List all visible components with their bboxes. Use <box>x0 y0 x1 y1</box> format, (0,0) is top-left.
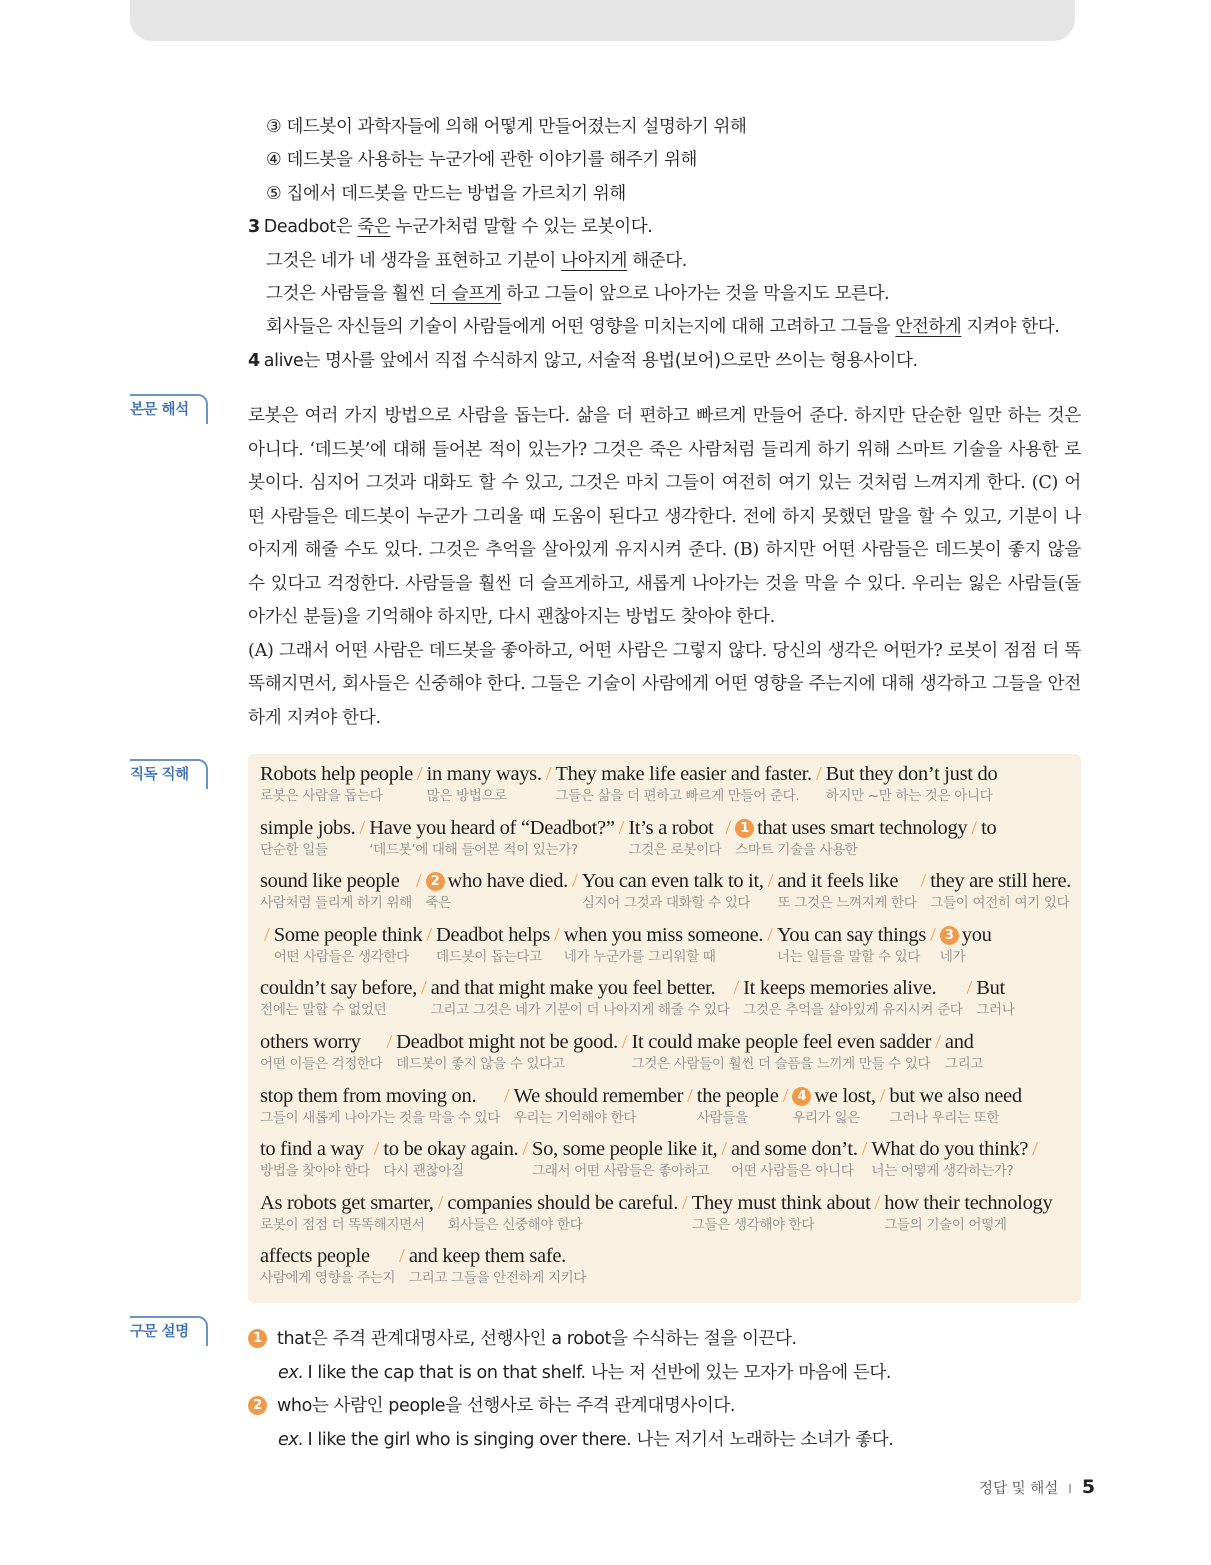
reading-chunk <box>431 976 730 1020</box>
reading-chunk <box>632 1030 932 1074</box>
korean-gloss: 또 그것은 느껴지게 한다 <box>777 895 917 912</box>
english-chunk: companies should be careful. <box>447 1191 679 1214</box>
reading-chunk <box>427 762 542 806</box>
chunk-slash: / <box>386 1030 393 1053</box>
reading-chunk <box>940 923 992 967</box>
english-chunk: the people <box>696 1084 779 1107</box>
chunk-slash: / <box>920 870 927 893</box>
reading-chunk <box>409 1244 586 1288</box>
chunk-slash: / <box>879 1084 886 1107</box>
reading-chunk <box>826 762 998 806</box>
note-text: who는 사람인 people을 선행사로 하는 주격 관계대명사이다. <box>277 1396 736 1416</box>
english-chunk: couldn’t say before, <box>260 977 417 1000</box>
example-label: ex. <box>278 1429 304 1450</box>
answer-text: 지켜야 한다. <box>961 317 1060 338</box>
english-chunk: when you miss someone. <box>563 923 764 946</box>
reading-chunk <box>447 1191 678 1235</box>
chunk-slash: / <box>1032 1138 1038 1161</box>
reading-chunk <box>426 869 568 913</box>
answer-line <box>248 113 1088 146</box>
korean-gloss: 네가 누군가를 그리워할 때 <box>563 948 716 965</box>
answer-line <box>248 313 1088 346</box>
chunk-slash: / <box>572 870 578 893</box>
answer-text: ④ 데드봇을 사용하는 누군가에 관한 이야기를 해주기 위해 <box>266 150 698 171</box>
chunk-slash: / <box>874 1191 881 1214</box>
english-chunk: It could make people feel even sadder <box>631 1030 932 1053</box>
underlined-phrase: 나아지게 <box>561 250 628 271</box>
reading-chunk <box>396 1030 618 1074</box>
chunk-slash: / <box>426 923 433 946</box>
section-label-direct-reading: 직독 직해 <box>130 759 208 789</box>
english-chunk: simple jobs. <box>260 816 356 839</box>
korean-gloss: 그들이 새롭게 나아가는 것을 막을 수 있다 <box>260 1109 500 1126</box>
korean-gloss: 사람들을 <box>696 1109 748 1126</box>
english-chunk: But they don’t just do <box>825 763 998 785</box>
english-chunk: 1 that uses smart technology <box>735 816 967 840</box>
english-chunk: What do you think? <box>871 1138 1029 1161</box>
english-chunk: and that might make you feel better. <box>430 977 716 1000</box>
chunk-slash: / <box>935 1030 941 1053</box>
answer-line <box>248 180 1088 213</box>
english-chunk: It’s a robot <box>628 816 714 839</box>
reading-chunk <box>514 1084 683 1128</box>
english-chunk: Robots help people <box>260 763 413 785</box>
syntax-note <box>248 1392 893 1426</box>
example-label: ex. <box>278 1362 304 1383</box>
chunk-slash: / <box>416 763 423 785</box>
reading-chunk <box>555 762 811 806</box>
korean-gloss: ‘데드봇’에 대해 들어본 적이 있는가? <box>369 841 578 858</box>
answer-number: 3 <box>248 217 260 238</box>
syntax-note <box>248 1325 893 1359</box>
section-label-translation: 본문 해석 <box>130 394 208 424</box>
chunk-slash: / <box>861 1138 868 1161</box>
reading-chunk <box>260 762 413 806</box>
korean-gloss: 그래서 어떤 사람들은 좋아하고 <box>532 1163 710 1180</box>
reading-chunk <box>735 816 967 860</box>
english-chunk: 4 we lost, <box>792 1084 875 1108</box>
underlined-phrase: 죽은 <box>357 217 391 238</box>
direct-reading-row <box>260 1244 1081 1298</box>
relative-clause-marker: 3 <box>940 926 959 945</box>
reading-chunk <box>743 976 962 1020</box>
english-chunk: and keep them safe. <box>408 1245 566 1268</box>
reading-chunk <box>871 1137 1028 1181</box>
chunk-slash: / <box>687 1084 693 1107</box>
korean-gloss: 그리고 그것은 네가 기분이 더 나아지게 해줄 수 있다 <box>430 1002 730 1019</box>
english-chunk: So, some people like it, <box>532 1138 718 1161</box>
underlined-phrase: 더 슬프게 <box>430 283 502 304</box>
reading-chunk <box>697 1084 779 1128</box>
korean-gloss: 회사들은 신중해야 한다 <box>447 1216 583 1233</box>
korean-gloss: 데드봇이 돕는다고 <box>436 948 542 965</box>
english-chunk: As robots get smarter, <box>260 1191 434 1214</box>
chunk-slash: / <box>373 1138 380 1161</box>
reading-chunk <box>976 976 1014 1020</box>
english-chunk: stop them from moving on. <box>260 1084 477 1107</box>
english-chunk: Some people think <box>273 923 423 946</box>
answer-line <box>248 213 1088 246</box>
reading-chunk <box>369 816 614 860</box>
reading-chunk <box>945 1030 983 1074</box>
korean-gloss: 그것은 추억을 살아있게 유지시켜 준다 <box>743 1002 963 1019</box>
english-chunk: 3 you <box>940 923 992 947</box>
korean-gloss: 다시 괜찮아질 <box>383 1163 464 1180</box>
english-chunk: It keeps memories alive. <box>743 977 937 1000</box>
answer-text: 하고 그들이 앞으로 나아가는 것을 막을지도 모른다. <box>501 283 890 304</box>
korean-gloss: 그러나 <box>976 1002 1015 1019</box>
chunk-slash: / <box>415 870 422 893</box>
answer-text: alive는 명사를 앞에서 직접 수식하지 않고, 서술적 용법(보어)으로만 쓰이는 형용사이다. <box>263 350 918 371</box>
english-chunk: but we also need <box>889 1084 1022 1107</box>
reading-chunk <box>884 1191 1052 1235</box>
chunk-slash: / <box>682 1191 688 1214</box>
direct-reading-row <box>260 1030 1081 1084</box>
translation-paragraph: (A) 그래서 어떤 사람은 데드봇을 좋아하고, 어떤 사람은 그렇지 않다. 당신의 생각은 어떤가? 로봇이 점점 더 똑똑해지면서, 회사들은 신중해야 한다. 그들은 기술이 사람에게 어떤 영향을 주는지에 대해 생각하고 그들을 안전하게 지켜야 한다. <box>248 640 1081 728</box>
relative-clause-marker: 1 <box>735 819 754 838</box>
reading-chunk <box>692 1191 871 1235</box>
direct-reading-row <box>260 923 1081 977</box>
example-text: I like the girl who is singing over there. 나는 저기서 노래하는 소녀가 좋다. <box>307 1429 894 1450</box>
relative-clause-marker: 4 <box>792 1087 811 1106</box>
english-chunk: But <box>976 977 1005 1000</box>
chunk-slash: / <box>399 1245 405 1268</box>
chunk-slash: / <box>359 816 366 839</box>
chunk-slash: / <box>618 816 625 839</box>
syntax-example <box>248 1359 893 1393</box>
direct-reading-row <box>260 1137 1081 1191</box>
chunk-slash: / <box>815 763 822 785</box>
reading-chunk <box>628 816 721 860</box>
chunk-slash: / <box>767 923 773 946</box>
english-chunk: sound like people <box>260 870 400 893</box>
korean-gloss: 그들의 기술이 어떻게 <box>884 1216 1007 1233</box>
korean-gloss: 그들이 여전히 여기 있다 <box>930 895 1070 912</box>
korean-gloss: 단순한 일들 <box>260 841 328 858</box>
chunk-slash: / <box>554 923 560 946</box>
english-chunk: affects people <box>260 1245 370 1268</box>
chunk-slash: / <box>782 1084 789 1107</box>
korean-gloss: 어떤 이들은 걱정한다 <box>260 1055 383 1072</box>
english-chunk: in many ways. <box>426 763 542 785</box>
korean-gloss: 그리고 <box>944 1055 984 1072</box>
answer-text: 해준다. <box>627 250 687 271</box>
english-chunk: We should remember <box>513 1084 684 1107</box>
english-chunk: to <box>981 816 997 839</box>
example-text: I like the cap that is on that shelf. 나는 저 선반에 있는 모자가 마음에 든다. <box>307 1362 892 1383</box>
chunk-slash: / <box>545 763 552 785</box>
direct-reading-row <box>260 869 1081 923</box>
direct-reading-row <box>260 976 1081 1030</box>
chunk-slash: / <box>725 816 732 839</box>
english-chunk: others worry <box>260 1030 361 1053</box>
answer-text: ③ 데드봇이 과학자들에 의해 어떻게 만들어졌는지 설명하기 위해 <box>266 117 747 137</box>
answer-number: 4 <box>248 350 260 371</box>
syntax-notes <box>248 1325 893 1459</box>
reading-chunk <box>260 1191 434 1235</box>
english-chunk: and it feels like <box>777 870 899 893</box>
direct-reading-row <box>260 1084 1081 1138</box>
chunk-slash: / <box>733 977 740 1000</box>
english-chunk: to be okay again. <box>383 1138 519 1161</box>
reading-chunk <box>930 869 1071 913</box>
english-chunk: Deadbot helps <box>436 923 550 946</box>
reading-chunk <box>436 923 550 967</box>
translation-body <box>248 400 1081 735</box>
korean-gloss: 전에는 말할 수 없었던 <box>260 1002 387 1019</box>
english-chunk: Deadbot might not be good. <box>396 1030 618 1053</box>
reading-chunk <box>260 976 417 1020</box>
english-chunk: You can even talk to it, <box>581 870 764 893</box>
chunk-slash: / <box>930 923 936 946</box>
korean-gloss: 많은 방법으로 <box>426 788 507 804</box>
korean-gloss: 그리고 그들을 안전하게 지키다 <box>408 1270 587 1287</box>
english-chunk: 2 who have died. <box>426 869 568 893</box>
korean-gloss: 사람에게 영향을 주는지 <box>260 1270 396 1287</box>
english-chunk: and some don’t. <box>731 1138 858 1161</box>
section-label-syntax: 구문 설명 <box>130 1316 208 1346</box>
reading-chunk <box>383 1137 518 1181</box>
english-chunk: how their technology <box>884 1191 1053 1214</box>
chunk-slash: / <box>767 870 774 893</box>
footer-separator: I <box>1068 1482 1072 1496</box>
chunk-slash: / <box>264 923 270 946</box>
korean-gloss: 그들은 생각해야 한다 <box>691 1216 815 1233</box>
answer-line <box>248 146 1088 179</box>
direct-reading-box <box>248 754 1081 1303</box>
chunk-slash: / <box>966 977 973 1000</box>
note-number: 2 <box>248 1396 267 1415</box>
korean-gloss: 방법을 찾아야 한다 <box>260 1163 370 1180</box>
reading-chunk <box>260 816 356 860</box>
korean-gloss: 어떤 사람들은 아니다 <box>731 1163 854 1180</box>
korean-gloss: 로봇이 점점 더 똑똑해지면서 <box>260 1216 425 1233</box>
english-chunk: they are still here. <box>930 870 1072 893</box>
answer-text: 회사들은 자신들의 기술이 사람들에게 어떤 영향을 미치는지에 대해 고려하고 그들을 <box>266 317 896 338</box>
page-footer <box>979 1476 1095 1498</box>
korean-gloss: 그것은 로봇이다 <box>628 841 722 858</box>
korean-gloss: 그것은 사람들이 훨씬 더 슬픔을 느끼게 만들 수 있다 <box>631 1055 931 1072</box>
note-number: 1 <box>248 1329 267 1348</box>
reading-chunk <box>564 923 764 967</box>
reading-chunk <box>260 1084 500 1128</box>
reading-chunk <box>532 1137 717 1181</box>
korean-gloss: 죽은 <box>425 895 451 912</box>
footer-section-title: 정답 및 해설 <box>979 1481 1059 1497</box>
korean-gloss: 그러나 우리는 또한 <box>889 1109 1000 1126</box>
reading-chunk <box>260 869 412 913</box>
chunk-slash: / <box>437 1191 444 1214</box>
reading-chunk <box>777 923 926 967</box>
reading-chunk <box>582 869 764 913</box>
reading-chunk <box>731 1137 858 1181</box>
chunk-slash: / <box>503 1084 510 1107</box>
chunk-slash: / <box>621 1030 628 1053</box>
page-number: 5 <box>1081 1476 1096 1498</box>
reading-chunk <box>792 1084 875 1128</box>
answer-text: 그것은 네가 네 생각을 표현하고 기분이 <box>266 250 562 271</box>
english-chunk: Have you heard of “Deadbot?” <box>369 816 615 839</box>
relative-clause-marker: 2 <box>426 872 445 891</box>
answer-text: 누군가처럼 말할 수 있는 로봇이다. <box>390 217 653 238</box>
direct-reading-row <box>260 1191 1081 1245</box>
chunk-slash: / <box>971 816 978 839</box>
answer-text: 그것은 사람들을 훨씬 <box>266 283 431 304</box>
chunk-slash: / <box>721 1138 727 1161</box>
english-chunk: and <box>944 1030 974 1053</box>
reading-chunk <box>777 869 916 913</box>
english-chunk: to find a way <box>260 1138 364 1161</box>
korean-gloss: 데드봇이 좋지 않을 수 있다고 <box>396 1055 565 1072</box>
korean-gloss: 너는 일들을 말할 수 있다 <box>776 948 920 965</box>
reading-chunk <box>981 816 996 840</box>
korean-gloss: 너는 어떻게 생각하는가? <box>871 1163 1014 1180</box>
answer-line <box>248 347 1088 380</box>
english-chunk: You can say things <box>776 923 927 946</box>
syntax-example <box>248 1426 893 1460</box>
answer-explanation-list <box>248 113 1088 380</box>
korean-gloss: 네가 <box>939 948 966 965</box>
chunk-slash: / <box>522 1138 529 1161</box>
english-chunk: They make life easier and faster. <box>555 763 812 785</box>
korean-gloss: 우리는 기억해야 한다 <box>513 1109 637 1126</box>
korean-gloss: 그들은 삶을 더 편하고 빠르게 만들어 준다. <box>555 788 800 804</box>
answer-text: ⑤ 집에서 데드봇을 만드는 방법을 가르치기 위해 <box>266 183 626 204</box>
korean-gloss: 로봇은 사람을 돕는다 <box>260 788 383 804</box>
korean-gloss: 우리가 잃은 <box>792 1109 860 1126</box>
korean-gloss: 심지어 그것과 대화할 수 있다 <box>581 895 751 912</box>
answer-line <box>248 280 1088 313</box>
reading-chunk <box>889 1084 1021 1128</box>
reading-chunk <box>260 1030 382 1074</box>
reading-chunk <box>260 1244 395 1288</box>
underlined-phrase: 안전하게 <box>895 317 962 338</box>
korean-gloss: 스마트 기술을 사용한 <box>735 841 858 858</box>
korean-gloss: 사람처럼 들리게 하기 위해 <box>260 895 412 912</box>
direct-reading-row <box>260 762 1081 816</box>
reading-chunk <box>274 923 423 967</box>
header-bar <box>130 0 1075 41</box>
direct-reading-row <box>260 816 1081 870</box>
chunk-slash: / <box>421 977 427 1000</box>
note-text: that은 주격 관계대명사로, 선행사인 a robot을 수식하는 절을 이끈다. <box>277 1329 797 1349</box>
korean-gloss: 어떤 사람들은 생각한다 <box>273 948 409 965</box>
answer-line <box>248 247 1088 280</box>
korean-gloss: 하지만 ~만 하는 것은 아니다 <box>825 788 993 804</box>
english-chunk: They must think about <box>691 1191 871 1214</box>
reading-chunk <box>260 1137 370 1181</box>
translation-paragraph: 로봇은 여러 가지 방법으로 사람을 돕는다. 삶을 더 편하고 빠르게 만들어 준다. 하지만 단순한 일만 하는 것은 아니다. ‘데드봇’에 대해 들어본 적이 있는가? 그것은 죽은 사람처럼 들리게 하기 위해 스마트 기술을 사용한 로봇이다. 심지어 그것과 대화도 할 수 있고, 그것은 마치 그들이 여전히 여기 있는 것처럼 느껴지게 한다. (C) 어떤 사람들은 데드봇이 누군가 그리울 때 도움이 된다고 생각한다. 전에 하지 못했던 말을 할 수 있고, 기분이 나아지게 해줄 수도 있다. 그것은 추억을 살아있게 유지시켜 준다. (B) 하지만 어떤 사람들은 데드봇이 좋지 않을 수 있다고 걱정한다. 사람들을 훨씬 더 슬프게하고, 새롭게 나아가는 것을 막을 수 있다. 우리는 잃은 사람들(돌아가신 분들)을 기억해야 하지만, 다시 괜찮아지는 방법도 찾아야 한다. <box>248 406 1081 627</box>
answer-text: Deadbot은 <box>263 217 358 238</box>
